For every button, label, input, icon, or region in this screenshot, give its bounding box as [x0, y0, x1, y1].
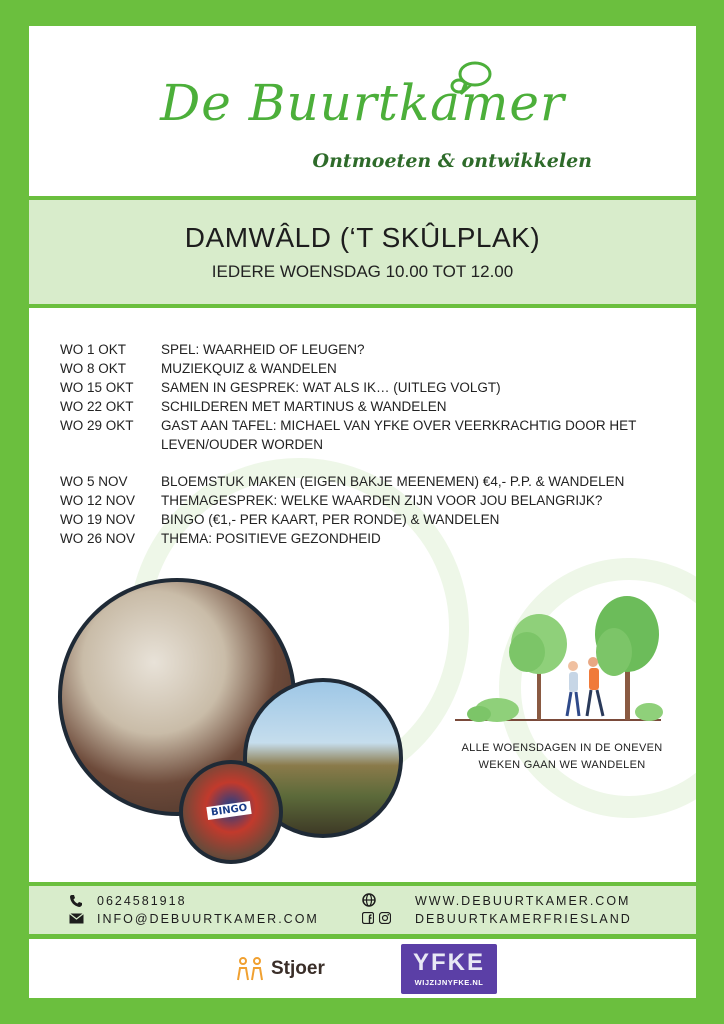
program-date: WO 1 OKT	[60, 342, 127, 357]
program-date: WO 22 OKT	[60, 399, 134, 414]
program-row	[60, 529, 680, 548]
header-panel	[29, 26, 696, 196]
program-row	[60, 416, 680, 454]
bingo-label: BINGO	[206, 801, 252, 820]
program-date: WO 15 OKT	[60, 380, 134, 395]
program-date: WO 29 OKT	[60, 418, 134, 433]
program-row	[60, 510, 680, 529]
program-date: WO 8 OKT	[60, 361, 127, 376]
program-activity: SAMEN IN GESPREK: WAT ALS IK… (UITLEG VOLGT)	[161, 380, 501, 395]
program-activity: THEMA: POSITIEVE GEZONDHEID	[161, 531, 381, 546]
program-date: WO 12 NOV	[60, 493, 136, 508]
program-row	[60, 340, 680, 359]
website-link[interactable]: WWW.DEBUURTKAMER.COM	[415, 894, 631, 908]
photo-bingo	[179, 760, 283, 864]
people-icon	[235, 956, 265, 982]
program-activity: BLOEMSTUK MAKEN (EIGEN BAKJE MEENEMEN) €4,- P.P. & WANDELEN	[161, 474, 625, 489]
mail-icon	[69, 913, 84, 924]
program-activity: SPEL: WAARHEID OF LEUGEN?	[161, 342, 365, 357]
program-panel	[29, 308, 696, 882]
phone-number[interactable]: 0624581918	[97, 894, 187, 908]
program-row	[60, 397, 680, 416]
program-row	[60, 491, 680, 510]
contact-band	[29, 886, 696, 934]
program-date: WO 19 NOV	[60, 512, 136, 527]
location-title: DAMWÂLD (‘T SKÛLPLAK)	[184, 222, 541, 253]
stjoer-logo	[235, 956, 325, 982]
program-activity: MUZIEKQUIZ & WANDELEN	[161, 361, 337, 376]
email-link[interactable]: INFO@DEBUURTKAMER.COM	[97, 912, 319, 926]
walkers-illustration	[449, 592, 669, 732]
title-band	[29, 200, 696, 304]
instagram-icon[interactable]	[379, 912, 391, 924]
program-row	[60, 359, 680, 378]
program-date: WO 26 NOV	[60, 531, 136, 546]
program-row	[60, 472, 680, 491]
logo-subtitle: Ontmoeten & ontwikkelen	[312, 150, 592, 172]
program-date: WO 5 NOV	[60, 474, 128, 489]
logo-title: De Buurtkamer	[160, 74, 565, 132]
program-activity: THEMAGESPREK: WELKE WAARDEN ZIJN VOOR JOU BELANGRIJK?	[161, 493, 603, 508]
social-handle[interactable]: DEBUURTKAMERFRIESLAND	[415, 912, 632, 926]
yfke-name: YFKE	[412, 949, 485, 976]
program-activity: BINGO (€1,- PER KAART, PER RONDE) & WANDELEN	[161, 512, 500, 527]
program-activity: SCHILDEREN MET MARTINUS & WANDELEN	[161, 399, 447, 414]
program-row	[60, 378, 680, 397]
program-activity: GAST AAN TAFEL: MICHAEL VAN YFKE OVER VEERKRACHTIG DOOR HET LEVEN/OUDER WORDEN	[161, 418, 637, 452]
facebook-icon[interactable]	[362, 912, 374, 924]
phone-icon	[69, 894, 83, 908]
stjoer-name: Stjoer	[271, 958, 325, 979]
partner-logos	[29, 939, 696, 998]
walk-note: ALLE WOENSDAGEN IN DE ONEVEN WEKEN GAAN WE WANDELEN	[461, 742, 663, 771]
yfke-logo	[401, 944, 497, 994]
schedule-line: IEDERE WOENSDAG 10.00 TOT 12.00	[211, 262, 514, 281]
globe-icon	[362, 893, 376, 907]
yfke-url: WIJZIJNYFKE.NL	[414, 978, 484, 987]
program-list	[60, 340, 680, 548]
